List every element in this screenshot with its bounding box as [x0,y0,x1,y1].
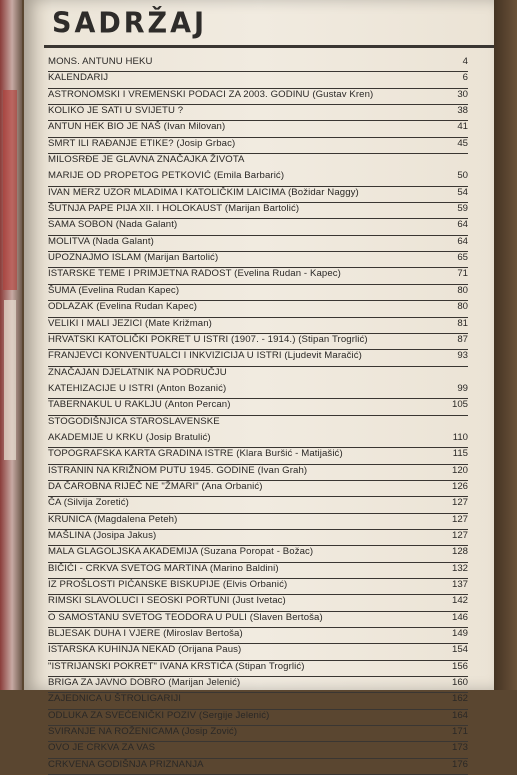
toc-entry [48,219,468,235]
toc-entry-title: "ISTRIJANSKI POKRET" IVANA KRSTIĆA (Stipan Trogrlić) [48,660,305,672]
toc-entry [48,252,468,268]
toc-entry-page: 80 [457,284,468,296]
toc-entry [48,236,468,252]
toc-entry-page: 160 [451,677,468,689]
toc-entry-title: ISTARSKA KUHINJA NEKAD (Orijana Paus) [48,644,242,656]
toc-entry-page: 6 [462,72,468,84]
toc-entry [48,465,468,481]
toc-entry-title: KOLIKO JE SATI U SVIJETU ? [48,105,184,117]
toc-entry-page: 41 [457,121,468,133]
toc-entry-page: 81 [457,317,468,329]
toc-entry [48,318,468,334]
toc-entry-title: ISTRANIN NA KRIŽNOM PUTU 1945. GODINE (Ivan Grah) [48,464,308,476]
toc-entry-page: 105 [451,399,468,411]
toc-entry-page: 80 [457,301,468,313]
toc-entry-page: 132 [451,562,468,574]
toc-entry [48,677,468,693]
toc-entry-page: 115 [452,448,468,460]
toc-entry-title: SVIRANJE NA ROŽENICAMA (Josip Zović) [48,726,238,738]
toc-entry-title: AKADEMIJE U KRKU (Josip Bratulić) [48,431,211,443]
toc-entry-page: 156 [451,660,468,672]
toc-entry-title: ASTRONOMSKI I VREMENSKI PODACI ZA 2003. GODINU (Gustav Kren) [48,88,374,100]
toc-entry [48,661,468,677]
toc-entry-title: ODLUKA ZA SVEĆENIČKI POZIV (Sergije Jelenić) [48,709,270,721]
toc-entry [48,367,468,383]
toc-entry [48,628,468,644]
cover-red-strip [3,90,17,290]
toc-entry [48,448,468,464]
toc-entry-title: HRVATSKI KATOLIČKI POKRET U ISTRI (1907. - 1914.) (Stipan Trogrlić) [48,333,368,345]
toc-entry-page: 71 [457,268,468,280]
toc-entry [48,350,468,366]
toc-entry-title: UPOZNAJMO ISLAM (Marijan Bartolić) [48,252,219,264]
toc-entry-title: DA ČAROBNA RIJEČ NE "ŽMARI" (Ana Orbanić) [48,480,263,492]
toc-entry-page: 142 [451,595,468,607]
toc-entry [48,497,468,513]
toc-entry-page: 38 [457,105,468,117]
toc-entry [48,595,468,611]
toc-entry-title: MONS. ANTUNU HEKU [48,56,153,67]
toc-entry-title: KRUNICA (Magdalena Peteh) [48,513,178,525]
toc-entry-page: 54 [457,186,468,198]
toc-entry-title: MARIJE OD PROPETOG PETKOVIĆ (Emila Barbarić) [48,170,285,182]
table-of-contents [48,56,468,775]
toc-entry [48,563,468,579]
toc-entry-title: ODLAZAK (Evelina Rudan Kapec) [48,301,198,313]
toc-entry-page: 164 [451,709,468,721]
toc-entry [48,612,468,628]
toc-entry-title: IZ PROŠLOSTI PIĆANSKE BISKUPIJE (Elvis Orbanić) [48,579,288,590]
cover-white-strip [4,300,16,460]
toc-entry-title: MILOSRĐE JE GLAVNA ZNAČAJKA ŽIVOTA [48,154,245,166]
toc-entry [48,301,468,317]
toc-entry [48,514,468,530]
toc-entry [48,742,468,758]
toc-entry [48,530,468,546]
toc-entry-title: BIČIĆI - CRKVA SVETOG MARTINA (Marino Baldini) [48,562,279,574]
toc-entry-page: 162 [451,693,468,705]
toc-entry [48,334,468,350]
toc-entry [48,138,468,154]
toc-entry-page: 59 [457,203,468,215]
toc-entry-title: TOPOGRAFSKA KARTA GRADINA ISTRE (Klara Buršić - Matijašić) [48,448,343,460]
toc-entry [48,154,468,170]
toc-entry [48,89,468,105]
toc-entry-title: MAŠLINA (Josipa Jakus) [48,529,157,541]
toc-entry [48,285,468,301]
toc-entry-title: RIMSKI SLAVOLUCI I SEOSKI PORTUNI (Just Ivetac) [48,595,286,607]
toc-entry-page: 64 [457,219,468,231]
toc-entry-title: ZAJEDNICA U ŠTROLIGARIJI [48,693,182,705]
toc-entry-title: ČA (Silvija Zoretić) [48,497,129,509]
toc-entry-title: BRIGA ZA JAVNO DOBRO (Marijan Jelenić) [48,677,241,689]
toc-entry [48,170,468,186]
toc-entry-title: ŠUMA (Evelina Rudan Kapec) [48,284,180,296]
toc-entry [48,579,468,595]
toc-entry-title: O SAMOSTANU SVETOG TEODORA U PULI (Slaven Bertoša) [48,611,323,623]
toc-entry [48,203,468,219]
book-page [24,0,494,770]
toc-entry [48,416,468,432]
title-underline [44,45,494,48]
toc-entry-title: VELIKI I MALI JEZICI (Mate Križman) [48,317,212,329]
adjacent-book-cover [0,0,22,690]
toc-entry [48,710,468,726]
toc-entry-page: 99 [457,382,468,394]
toc-entry-page: 110 [452,431,468,443]
toc-entry-page: 126 [451,480,468,492]
toc-entry-page: 146 [451,611,468,623]
toc-entry-page: 64 [457,235,468,247]
toc-entry [48,268,468,284]
toc-entry-title: MOLITVA (Nada Galant) [48,235,154,247]
toc-entry-page: 30 [457,88,468,100]
page-title: SADRŽAJ [52,7,208,40]
toc-entry-title: TABERNAKUL U RAKLJU (Anton Percan) [48,399,231,411]
toc-entry-page: 65 [457,252,468,264]
toc-entry-page: 93 [457,350,468,362]
toc-entry [48,72,468,88]
toc-entry-title: KALENDARIJ [48,72,109,84]
toc-entry-page: 45 [457,137,468,149]
toc-entry-title: MALA GLAGOLJSKA AKADEMIJA (Suzana Poropat - Božac) [48,546,314,558]
toc-entry [48,546,468,562]
toc-entry [48,105,468,121]
toc-entry [48,121,468,137]
toc-entry-page: 173 [451,742,468,754]
toc-entry-page: 127 [451,497,468,509]
toc-entry [48,693,468,709]
toc-entry [48,644,468,660]
toc-entry-page: 154 [451,644,468,656]
toc-entry-page: 176 [451,758,468,770]
toc-entry-title: IVAN MERZ UZOR MLADIMA I KATOLIČKIM LAICIMA (Božidar Naggy) [48,186,359,198]
toc-entry-page: 87 [457,333,468,345]
toc-entry [48,481,468,497]
toc-entry [48,56,468,72]
toc-entry-title: OVO JE CRKVA ZA VAS [48,742,156,754]
toc-entry-title: SMRT ILI RAĐANJE ETIKE? (Josip Grbac) [48,137,236,149]
toc-entry-page: 137 [451,579,468,590]
toc-entry-title: ZNAČAJAN DJELATNIK NA PODRUČJU [48,366,227,378]
toc-entry-title: BLJESAK DUHA I VJERE (Miroslav Bertoša) [48,628,243,640]
toc-entry-title: ANTUN HEK BIO JE NAŠ (Ivan Milovan) [48,121,226,133]
toc-entry-title: STOGODIŠNJICA STAROSLAVENSKE [48,415,220,427]
toc-entry-title: FRANJEVCI KONVENTUALCI I INKVIZICIJA U ISTRI (Ljudevit Maračić) [48,350,362,362]
toc-entry-page: 128 [451,546,468,558]
toc-entry-page: 50 [457,170,468,182]
toc-entry [48,726,468,742]
toc-entry-title: SAMA SOBON (Nada Galant) [48,219,178,231]
toc-entry-title: CRKVENA GODIŠNJA PRIZNANJA [48,758,204,770]
toc-entry-page: 120 [451,464,468,476]
toc-entry [48,432,468,448]
toc-entry-page: 171 [451,726,468,738]
toc-entry-page: 149 [451,628,468,640]
toc-entry-page: 4 [462,56,468,67]
toc-entry-page: 127 [451,513,468,525]
toc-entry-title: ISTARSKE TEME I PRIMJETNA RADOST (Evelina Rudan - Kapec) [48,268,341,280]
toc-entry-title: KATEHIZACIJE U ISTRI (Anton Bozanić) [48,382,227,394]
toc-entry-title: ŠUTNJA PAPE PIJA XII. I HOLOKAUST (Marijan Bartolić) [48,203,300,215]
toc-entry-page: 127 [451,529,468,541]
toc-entry [48,187,468,203]
toc-entry [48,399,468,415]
toc-entry [48,383,468,399]
toc-entry [48,759,468,775]
